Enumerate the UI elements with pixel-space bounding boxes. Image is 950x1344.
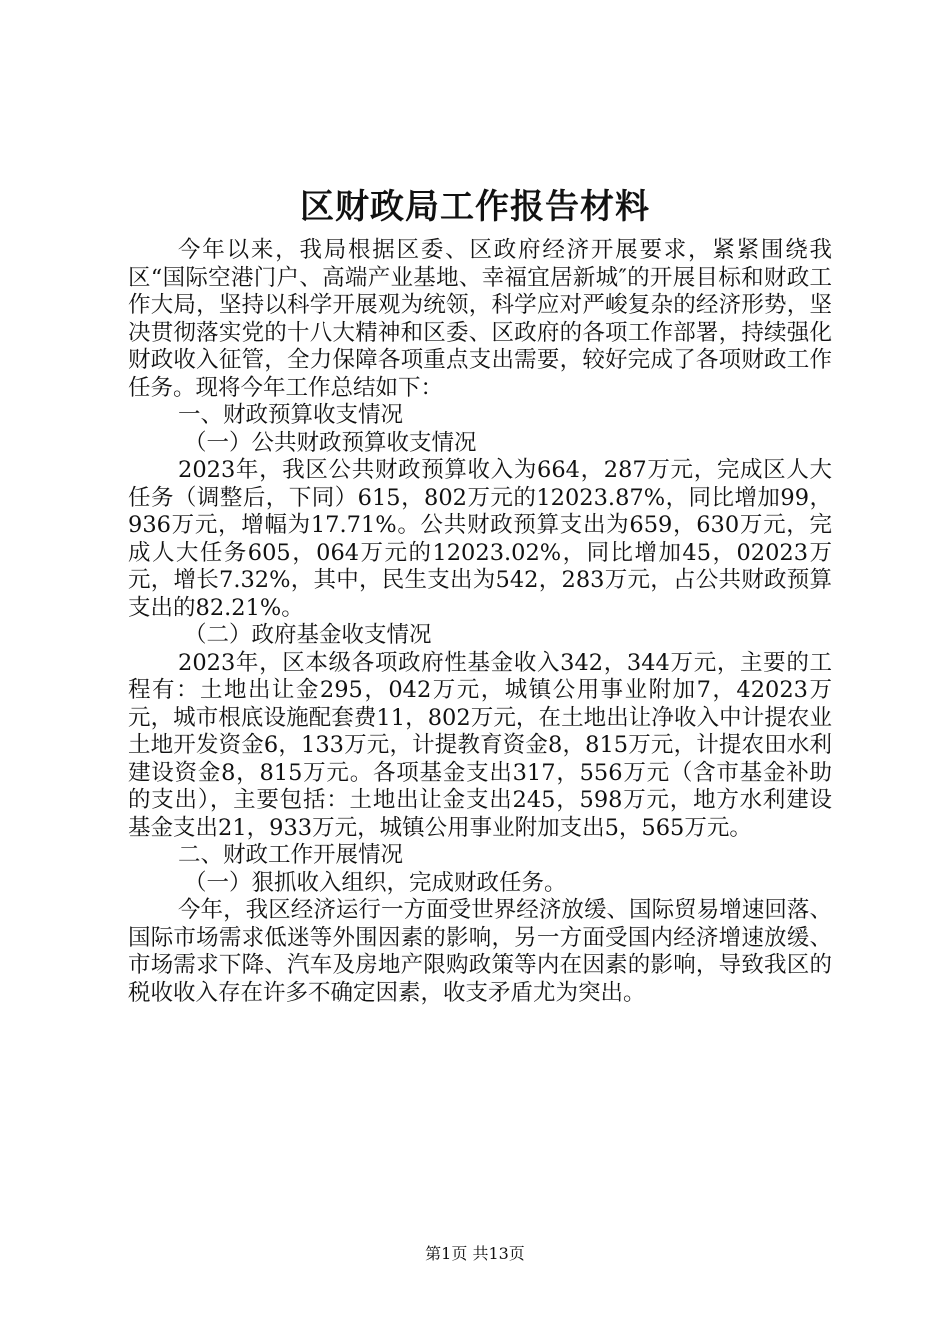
paragraph-revenue-organization: 今年，我区经济运行一方面受世界经济放缓、国际贸易增速回落、国际市场需求低迷等外围因素的影响，另一方面受国内经济增速放缓、市场需求下降、汽车及房地产限购政策等内在因素的影响，导致我区的税收收入存在许多不确定因素，收支矛盾尤为突出。 bbox=[128, 897, 832, 1006]
paragraph-public-budget: 2023年，我区公共财政预算收入为664，287万元，完成区人大任务（调整后，下同）615，802万元的12023.87%，同比增加99，936万元，增幅为17.71%。公共财政预算支出为659，630万元，完成人大任务605，064万元的12023.02%，同比增加45，02023万元，增长7.32%，其中，民生支出为542，283万元，占公共财政预算支出的82.21%。 bbox=[128, 457, 832, 621]
heading-section-1: 一、财政预算收支情况 bbox=[178, 402, 404, 428]
heading-section-2: 二、财政工作开展情况 bbox=[178, 842, 404, 868]
heading-subsection-2-1: （一）狠抓收入组织，完成财政任务。 bbox=[184, 869, 567, 896]
page-footer: 第1页 共13页 bbox=[425, 1244, 525, 1263]
document-body bbox=[128, 237, 832, 1007]
document-title: 区财政局工作报告材料 bbox=[300, 187, 650, 227]
paragraph-government-fund: 2023年，区本级各项政府性基金收入342，344万元，主要的工程有：土地出让金295，042万元，城镇公用事业附加7，42023万元，城市根底设施配套费11，802万元，在土地出让净收入中计提农业土地开发资金6，133万元，计提教育资金8，815万元，计提农田水利建设资金8，815万元。各项基金支出317，556万元（含市基金补助的支出），主要包括：土地出让金支出245，598万元，地方水利建设基金支出21，933万元，城镇公用事业附加支出5，565万元。 bbox=[128, 649, 832, 841]
heading-subsection-1-2: （二）政府基金收支情况 bbox=[184, 622, 432, 648]
paragraph-intro: 今年以来，我局根据区委、区政府经济开展要求，紧紧围绕我区“国际空港门户、高端产业基地、幸福宜居新城″的开展目标和财政工作大局，坚持以科学开展观为统领，科学应对严峻复杂的经济形势，坚决贯彻落实党的十八大精神和区委、区政府的各项工作部署，持续强化财政收入征管，全力保障各项重点支出需要，较好完成了各项财政工作任务。现将今年工作总结如下： bbox=[128, 237, 832, 401]
heading-subsection-1-1: （一）公共财政预算收支情况 bbox=[184, 429, 477, 456]
